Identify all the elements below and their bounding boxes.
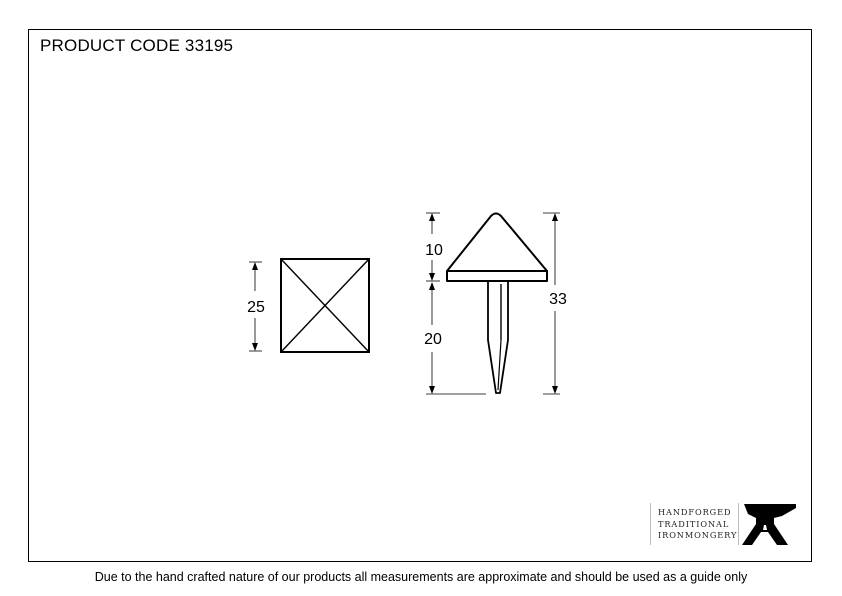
head-height-label: 10 — [425, 242, 443, 259]
side-view — [447, 214, 547, 394]
front-width-label: 25 — [247, 299, 265, 316]
logo-line: TRADITIONAL — [658, 518, 730, 529]
shank-length-label: 20 — [424, 331, 442, 348]
brand-logo-text — [658, 507, 738, 542]
logo-divider-left — [650, 503, 651, 545]
disclaimer-text: Due to the hand crafted nature of our products all measurements are approximate and should be used as a guide only — [94, 570, 748, 584]
front-view — [281, 259, 369, 352]
product-code: PRODUCT CODE 33195 — [40, 36, 234, 55]
anvil-icon — [742, 504, 796, 545]
logo-divider-right — [738, 503, 739, 545]
logo-line: IRONMONGERY — [658, 530, 738, 540]
logo-line: HANDFORGED — [658, 507, 732, 517]
overall-height-label: 33 — [549, 291, 567, 308]
